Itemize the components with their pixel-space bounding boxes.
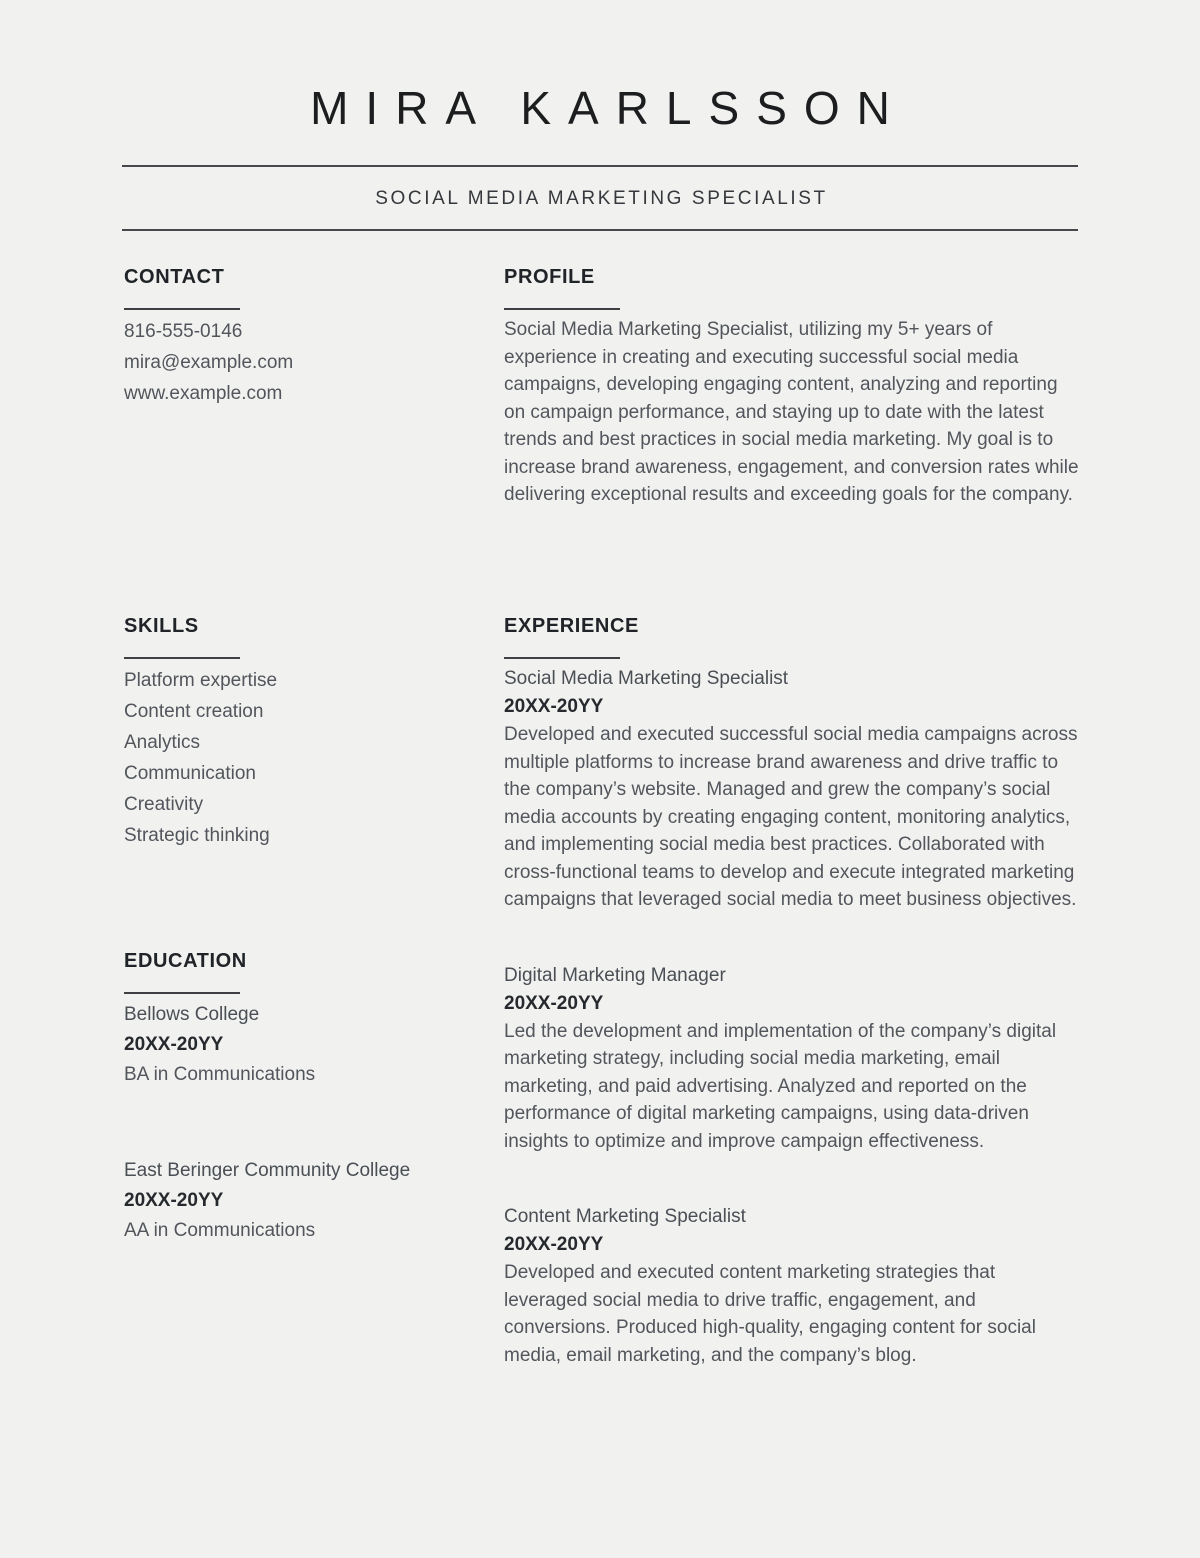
skills-heading-rule [124,657,240,659]
experience-heading: EXPERIENCE [504,615,639,637]
resume-title: SOCIAL MEDIA MARKETING SPECIALIST [375,187,828,209]
skill-item: Communication [124,763,256,784]
job-dates: 20XX-20YY [504,992,604,1014]
resume-name: MIRA KARLSSON [310,82,907,134]
profile-heading: PROFILE [504,266,595,288]
education-section [124,950,440,1246]
education-school: Bellows College [124,1004,260,1025]
job-description: Developed and executed successful social media campaigns across multiple platforms to increase brand awareness and drive traffic to the company’s website. Managed and grew the company’s social media accounts by creating engaging content, monitoring analytics, and implementing social media best practices. Collaborated with cross-functional teams to develop and execute integrated marketing campaigns that leveraged social media to meet business objectives. [504,724,1078,910]
experience-section [504,615,1082,1369]
contact-heading: CONTACT [124,266,225,288]
contact-section [124,266,424,409]
education-degree: AA in Communications [124,1220,316,1241]
skills-heading: SKILLS [124,615,199,637]
skill-item: Strategic thinking [124,825,270,846]
profile-section [504,266,1082,509]
experience-entry [504,962,1082,1156]
education-degree: BA in Communications [124,1064,316,1085]
experience-heading-rule [504,657,620,659]
skill-item: Creativity [124,794,204,815]
header-divider-bottom [122,229,1078,231]
skills-section [124,615,424,851]
education-heading-rule [124,992,240,994]
resume-header [0,0,1200,231]
skill-item: Analytics [124,732,201,753]
education-entry [124,1000,440,1090]
education-dates: 20XX-20YY [124,1190,224,1211]
experience-entry [504,1203,1082,1369]
contact-phone: 816-555-0146 [124,321,243,342]
profile-heading-rule [504,308,620,310]
education-heading: EDUCATION [124,950,247,972]
job-title: Content Marketing Specialist [504,1206,746,1227]
job-dates: 20XX-20YY [504,1234,604,1255]
job-description: Developed and executed content marketing strategies that leveraged social media to drive traffic, engagement, and conversions. Produced high-quality, engaging content for social media, email marketing, and the company’s blog. [504,1262,1036,1366]
education-school: East Beringer Community College [124,1160,411,1181]
profile-text: Social Media Marketing Specialist, utilizing my 5+ years of experience in creating and executing successful social media campaigns, developing engaging content, analyzing and reporting on campaign performance, and staying up to date with the latest trends and best practices in social media marketing. My goal is to increase brand awareness, engagement, and conversion rates while delivering exceptional results and exceeding goals for the company. [504,319,1079,505]
job-dates: 20XX-20YY [504,696,604,717]
education-entry [124,1156,440,1246]
job-description: Led the development and implementation of the company’s digital marketing strategy, including social media marketing, email marketing, and paid advertising. Analyzed and reported on the performance of digital marketing campaigns, using data-driven insights to optimize and improve campaign effectiveness. [504,1020,1057,1152]
education-dates: 20XX-20YY [124,1034,224,1055]
experience-entry [504,665,1082,914]
skill-item: Platform expertise [124,670,278,691]
contact-website: www.example.com [124,383,283,404]
contact-email: mira@example.com [124,352,294,373]
job-title: Digital Marketing Manager [504,964,726,986]
job-title: Social Media Marketing Specialist [504,668,789,689]
header-divider-top [122,165,1078,167]
skill-item: Content creation [124,701,264,722]
contact-heading-rule [124,308,240,310]
